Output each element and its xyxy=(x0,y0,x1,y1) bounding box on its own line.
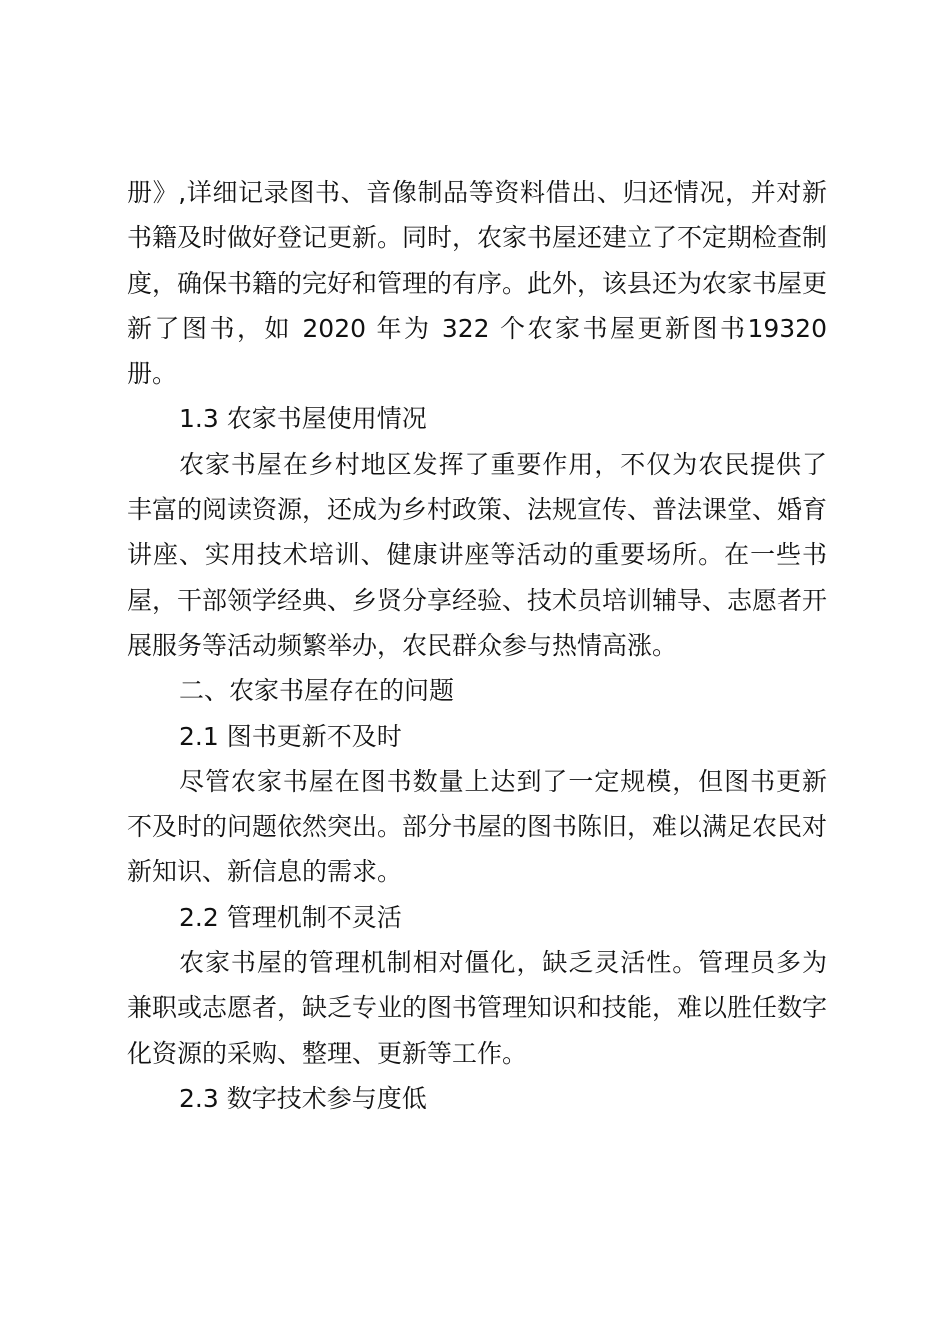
body-paragraph-update: 尽管农家书屋在图书数量上达到了一定规模，但图书更新不及时的问题依然突出。部分书屋的图书陈旧，难以满足农民对新知识、新信息的需求。 xyxy=(127,766,828,887)
body-paragraph-continued: 册》,详细记录图书、音像制品等资料借出、归还情况，并对新书籍及时做好登记更新。同时，农家书屋还建立了不定期检查制度，确保书籍的完好和管理的有序。此外，该县还为农家书屋更新了图书，如 2020 年为 322 个农家书屋更新图书19320 册。 xyxy=(127,178,828,389)
section-heading-2-3: 2.3 数字技术参与度低 xyxy=(179,1083,427,1113)
section-heading-2-1: 2.1 图书更新不及时 xyxy=(179,721,402,751)
body-paragraph-management: 农家书屋的管理机制相对僵化，缺乏灵活性。管理员多为兼职或志愿者，缺乏专业的图书管理知识和技能，难以胜任数字化资源的采购、整理、更新等工作。 xyxy=(127,948,828,1068)
section-heading-1-3: 1.3 农家书屋使用情况 xyxy=(179,404,427,434)
section-heading-2-2: 2.2 管理机制不灵活 xyxy=(179,902,402,932)
document-body xyxy=(127,170,827,1121)
body-paragraph-usage: 农家书屋在乡村地区发挥了重要作用，不仅为农民提供了丰富的阅读资源，还成为乡村政策、法规宣传、普法课堂、婚育讲座、实用技术培训、健康讲座等活动的重要场所。在一些书屋，干部领学经典、乡贤分享经验、技术员培训辅导、志愿者开展服务等活动频繁举办，农民群众参与热情高涨。 xyxy=(127,449,828,660)
chapter-heading-problems: 二、农家书屋存在的问题 xyxy=(179,676,455,706)
